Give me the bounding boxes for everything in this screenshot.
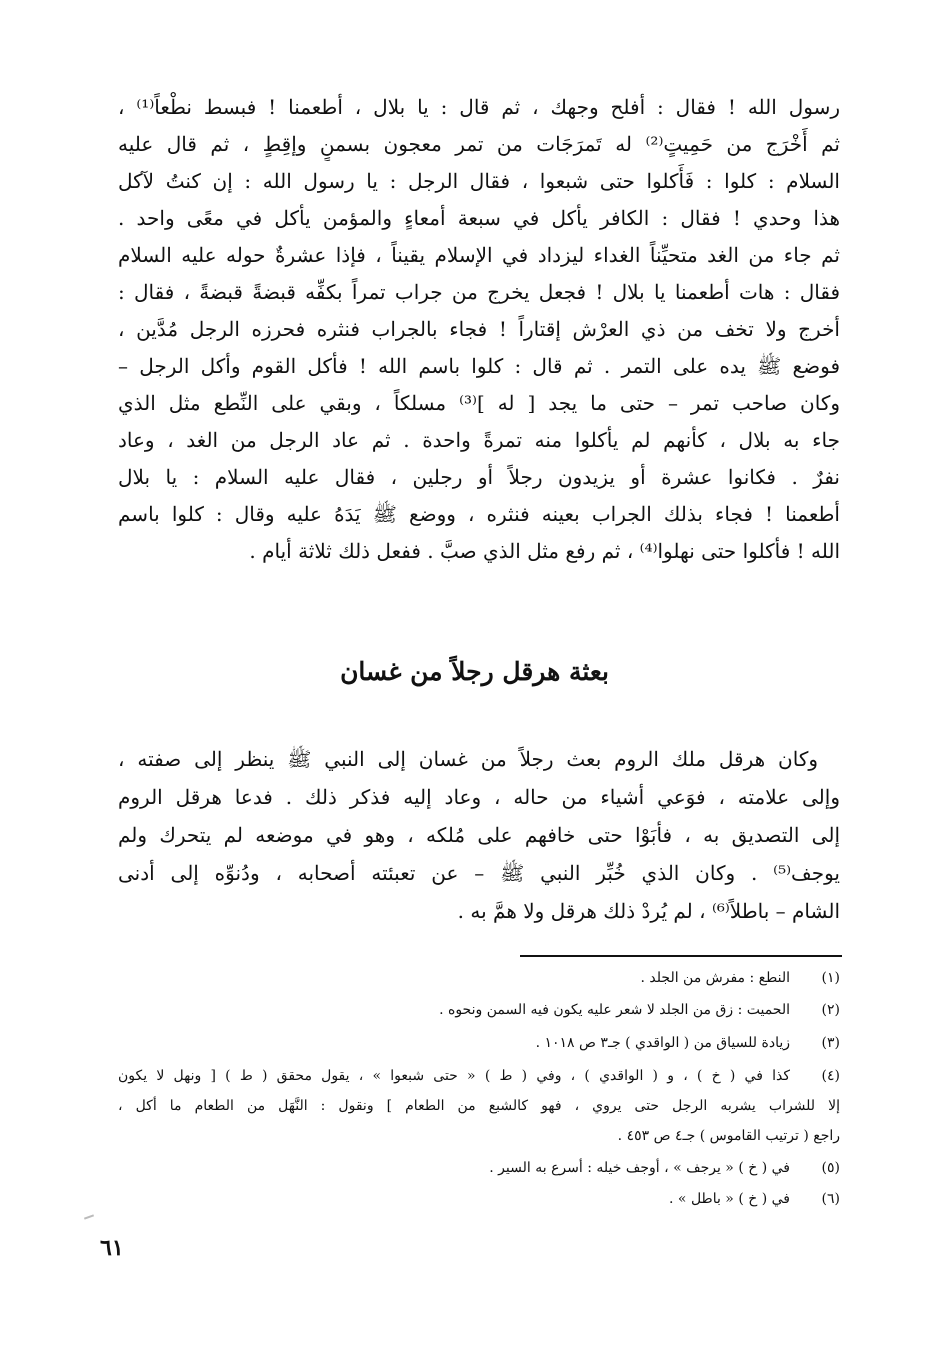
footnote-number: (٣) xyxy=(821,1035,840,1051)
text-line: الشام – باطلاً⁽⁶⁾ ، لم يُردْ ذلك هرقل ولا همَّ به . xyxy=(457,899,840,923)
footnote-text: النطع : مفرش من الجلد . xyxy=(640,970,790,986)
footnote-text: زيادة للسياق من ( الواقدي ) جـ٣ ص ١٠١٨ . xyxy=(535,1035,790,1051)
text-line: وكان صاحب تمر – حتى ما يجد [ له ]⁽³⁾ مسلكاً ، وبقي على النِّطع مثل الذي xyxy=(118,391,840,415)
text-line: وكان هرقل ملك الروم بعث رجلاً من غسان إلى النبي ﷺ ينظر إلى صفته ، xyxy=(118,747,818,771)
footnote-text: في ( خ ) « يرجف » ، أوجف خيله : أسرع به السير . xyxy=(489,1160,790,1176)
text-line: ثم أَخْرَج من حَمِيتٍ⁽²⁾ له تَمرَجَات من تمر معجون بسمنٍ وإقِطٍ ، ثم قال عليه xyxy=(118,132,840,156)
text-line: السلام : كلوا : فَأَكلوا حتى شبعوا ، فقال الرجل : يا رسول الله : إن كنتُ لآكل xyxy=(118,169,840,193)
text-line: فقال : هات أطعمنا يا بلال ! فجعل يخرج من جراب تمراً بكفِّه قبضةً قبضةً ، فقال : xyxy=(118,280,840,304)
footnote-text: الحميت : زق من الجلد لا شعر عليه يكون فيه السمن ونحوه . xyxy=(439,1002,790,1018)
footnote-number: (٢) xyxy=(821,1002,840,1018)
margin-mark xyxy=(84,1214,94,1219)
text-line: إلى التصديق به ، فأبَوْا حتى خافهم على مُلكه ، وهو في موضعه لم يتحرك ولم xyxy=(118,823,840,847)
text-line: وإلى علامته ، فوَعي أشياء من حاله ، وعاد إليه فذكر ذلك . فدعا هرقل الروم xyxy=(118,785,840,809)
page-number: ٦١ xyxy=(100,1235,124,1261)
footnote-number: (٥) xyxy=(821,1160,840,1176)
footnote-text: في ( خ ) « باطل » . xyxy=(669,1191,790,1207)
footnote-text: كذا في ( خ ) ، و ( الواقدي ) ، وفي ( ط ) « حتى شبعوا » ، يقول محقق ( ط ) [ ونهل لا يكون xyxy=(118,1068,790,1084)
text-line: هذا وحدي ! فقال : الكافر يأكل في سبعة أمعاءٍ والمؤمن يأكل في معًى واحد . xyxy=(118,206,840,230)
text-line: فوضع ﷺ يده على التمر . ثم قال : كلوا باسم الله ! فأكل القوم وأكل الرجل – xyxy=(118,354,840,378)
text-line: رسول الله ! فقال : أفلح وجهك ، ثم قال : يا بلال ، أطعمنا ! فبسط نطْعاً⁽¹⁾ ، xyxy=(118,95,840,119)
text-line: أطعمنا ! فجاء بذلك الجراب بعينه فنثره ، ووضع ﷺ يَدَهُ عليه وقال : كلوا باسم xyxy=(118,502,840,526)
text-line: جاء به بلال ، كأنهم لم يأكلوا منه تمرةً واحدة . ثم عاد الرجل من الغد ، وعاد xyxy=(118,428,840,452)
footnote-number: (٤) xyxy=(821,1068,840,1084)
footnote-number: (١) xyxy=(821,970,840,986)
text-line: يوجف⁽⁵⁾ . وكان الذي خُبِّر النبي ﷺ – عن تعبئته أصحابه ، ودُنوِّه إلى أدنى xyxy=(118,861,840,885)
footnote-divider xyxy=(520,955,842,957)
footnote-text: إلا للشراب يشربه الرجل حتى يروي ، فهو كالشبع من الطعام ] ونقول : النَّهَل من الطعام ما أكل ، xyxy=(118,1098,840,1114)
text-line: نفرٌ . فكانوا عشرة أو يزيدون رجلاً أو رجلين ، فقال عليه السلام : يا بلال xyxy=(118,465,840,489)
footnote-number: (٦) xyxy=(821,1191,840,1207)
footnote-text: راجع ( ترتيب القاموس ) جـ٤ ص ٤٥٣ . xyxy=(617,1128,840,1144)
section-heading: بعثة هرقل رجلاً من غسان xyxy=(340,657,609,686)
text-line: أخرج ولا تخف من ذي العرْش إقتاراً ! فجاء بالجراب فنثره فحرزه الرجل مُدَّين ، xyxy=(118,317,840,341)
text-line: الله ! فأكلوا حتى نهلوا⁽⁴⁾ ، ثم رفع مثل الذي صبَّ . ففعل ذلك ثلاثة أيام . xyxy=(249,539,840,563)
text-line: ثم جاء من الغد متحيِّناً الغداء ليزداد في الإسلام يقيناً ، فإذا عشرةٌ حوله عليه السلام xyxy=(118,243,840,267)
